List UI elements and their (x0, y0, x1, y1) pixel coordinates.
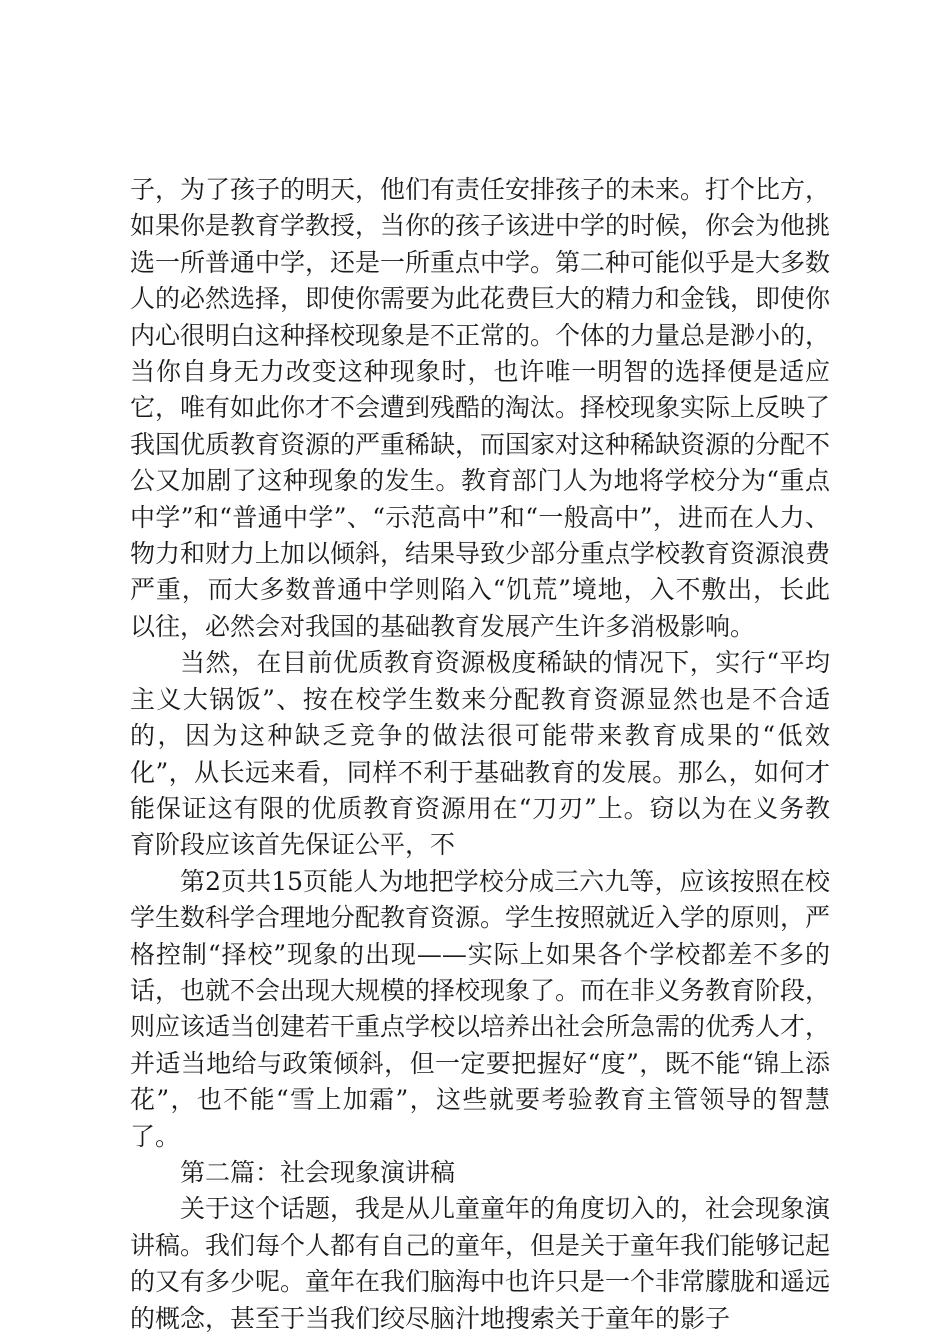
document-body (130, 172, 830, 1337)
paragraph-childhood: 关于这个话题，我是从儿童童年的角度切入的，社会现象演讲稿。我们每个人都有自己的童年，但是关于童年我们能够记起的又有多少呢。童年在我们脑海中也许只是一个非常朦胧和遥远的概念，甚至于当我们绞尽脑汁地搜索关于童年的影子 (130, 1194, 831, 1333)
section-heading: 第二篇：社会现象演讲稿 (180, 1157, 456, 1187)
paragraph-resource-allocation: 当然，在目前优质教育资源极度稀缺的情况下，实行“平均主义大锅饭”、按在校学生数来分配教育资源显然也是不合适的，因为这种缺乏竞争的做法很可能带来教育成果的“低效化”，从长远来看，同样不利于基础教育的发展。那么，如何才能保证这有限的优质教育资源用在“刀刃”上。窃以为在义务教育阶段应该首先保证公平，不 (130, 648, 830, 860)
paragraph-school-choice: 子，为了孩子的明天，他们有责任安排孩子的未来。打个比方，如果你是教育学教授，当你的孩子该进中学的时候，你会为他挑选一所普通中学，还是一所重点中学。第二种可能似乎是大多数人的必然选择，即使你需要为此花费巨大的精力和金钱，即使你内心很明白这种择校现象是不正常的。个体的力量总是渺小的，当你自身无力改变这种现象时，也许唯一明智的选择便是适应它，唯有如此你才不会遭到残酷的淘汰。择校现象实际上反映了我国优质教育资源的严重稀缺，而国家对这种稀缺资源的分配不公又加剧了这种现象的发生。教育部门人为地将学校分为“重点中学”和“普通中学”、“示范高中”和“一般高中”，进而在人力、物力和财力上加以倾斜，结果导致少部分重点学校教育资源浪费严重，而大多数普通中学则陷入“饥荒”境地，入不敷出，长此以往，必然会对我国的基础教育发展产生许多消极影响。 (130, 175, 831, 641)
paragraph-page-marker-continuation: 第2页共15页能人为地把学校分成三六九等，应该按照在校学生数科学合理地分配教育资源。学生按照就近入学的原则，严格控制“择校”现象的出现——实际上如果各个学校都差不多的话，也就不会出现大规模的择校现象了。而在非义务教育阶段，则应该适当创建若干重点学校以培养出社会所急需的优秀人才，并适当地给与政策倾斜，但一定要把握好“度”，既不能“锦上添花”，也不能“雪上加霜”，这些就要考验教育主管领导的智慧了。 (130, 866, 831, 1151)
